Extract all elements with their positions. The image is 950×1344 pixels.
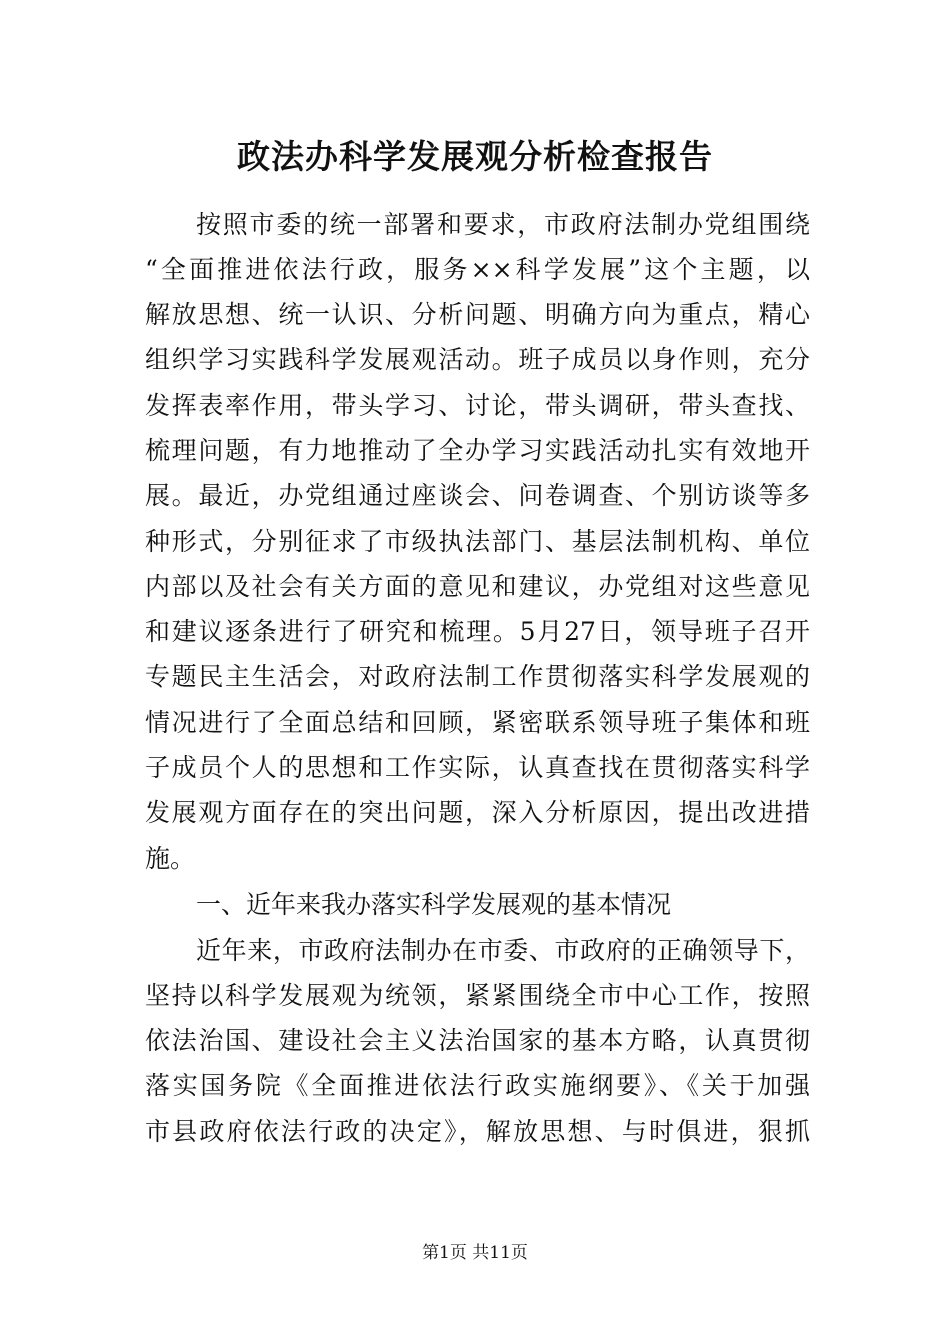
- paragraph-line: 解放思想、统一认识、分析问题、明确方向为重点，精心: [145, 300, 810, 329]
- paragraph-line: 坚持以科学发展观为统领，紧紧围绕全市中心工作，按照: [145, 981, 810, 1010]
- paragraph-line: 种形式，分别征求了市级执法部门、基层法制机构、单位: [145, 527, 810, 556]
- paragraph-line: 和建议逐条进行了研究和梳理。5月27日，领导班子召开: [145, 617, 810, 646]
- paragraph-line: 落实国务院《全面推进依法行政实施纲要》、《关于加强: [145, 1071, 810, 1100]
- paragraph-line: 近年来，市政府法制办在市委、市政府的正确领导下，: [196, 936, 810, 965]
- paragraph-line: 发挥表率作用，带头学习、讨论，带头调研，带头查找、: [145, 391, 810, 420]
- paragraph-line: 展。最近，办党组通过座谈会、问卷调查、个别访谈等多: [145, 481, 810, 510]
- paragraph-line: 组织学习实践科学发展观活动。班子成员以身作则，充分: [145, 345, 810, 374]
- paragraph-line: “全面推进依法行政，服务××科学发展”这个主题，以: [145, 255, 810, 284]
- paragraph-line: 发展观方面存在的突出问题，深入分析原因，提出改进措: [145, 798, 810, 827]
- paragraph-line: 梳理问题，有力地推动了全办学习实践活动扎实有效地开: [145, 436, 810, 465]
- paragraph-line: 依法治国、建设社会主义法治国家的基本方略，认真贯彻: [145, 1026, 810, 1055]
- paragraph-line: 按照市委的统一部署和要求，市政府法制办党组围绕: [196, 210, 810, 239]
- section-heading: 一、近年来我办落实科学发展观的基本情况: [196, 890, 672, 919]
- page-footer: 第1页 共11页: [422, 1243, 528, 1263]
- paragraph-line: 市县政府依法行政的决定》，解放思想、与时俱进，狠抓: [145, 1117, 810, 1146]
- paragraph-line: 情况进行了全面总结和回顾，紧密联系领导班子集体和班: [145, 708, 810, 737]
- document-title: 政法办科学发展观分析检查报告: [237, 137, 713, 176]
- paragraph-line: 子成员个人的思想和工作实际，认真查找在贯彻落实科学: [145, 753, 810, 782]
- paragraph-line: 内部以及社会有关方面的意见和建议，办党组对这些意见: [145, 572, 810, 601]
- paragraph-line: 施。: [145, 844, 196, 873]
- paragraph-line: 专题民主生活会，对政府法制工作贯彻落实科学发展观的: [145, 662, 810, 691]
